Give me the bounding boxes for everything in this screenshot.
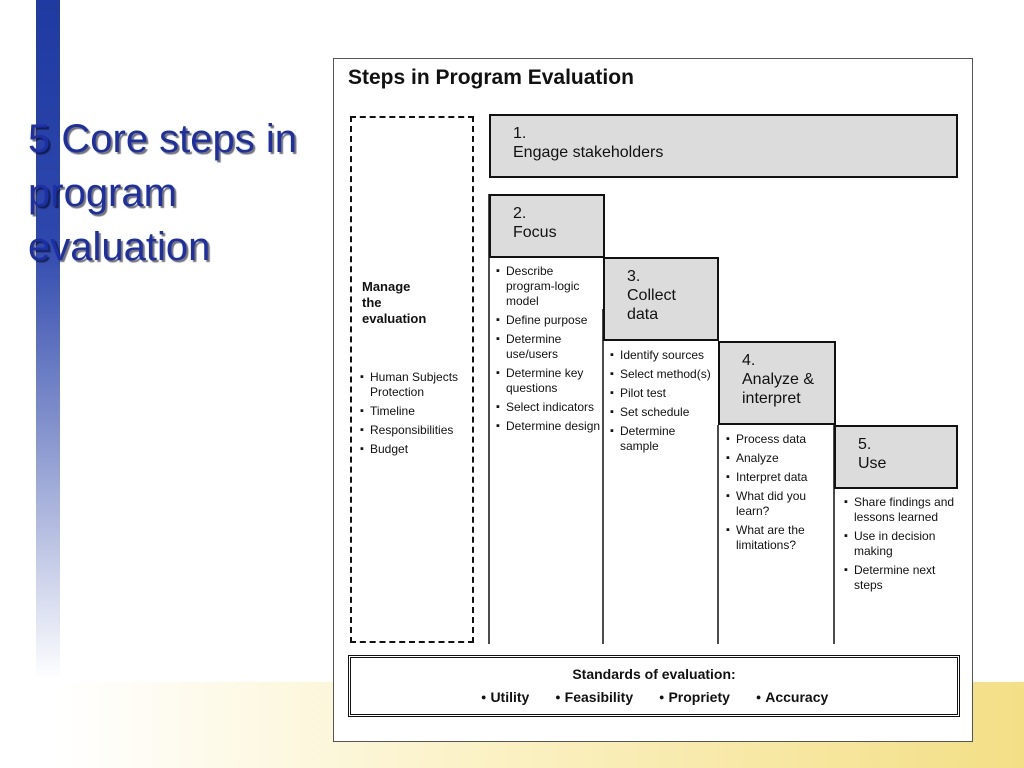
step-label: Collect data xyxy=(627,287,676,323)
manage-evaluation-box xyxy=(350,116,474,643)
list-item: ▪ Set schedule xyxy=(610,405,714,420)
standard-item: ● Propriety xyxy=(659,689,730,705)
step-number: 1. xyxy=(513,125,527,142)
slide-title: 5 Core steps in program evaluation xyxy=(28,117,298,269)
step-2-items xyxy=(496,264,604,438)
standard-item: ● Utility xyxy=(481,689,529,705)
list-item: ▪ Analyze xyxy=(726,451,830,466)
list-item: ▪ Share findings and lessons learned xyxy=(844,495,956,525)
step-number: 4. xyxy=(742,352,756,369)
figure-title: Steps in Program Evaluation xyxy=(348,66,634,89)
standards-of-evaluation-box xyxy=(348,655,960,717)
step-1-engage-stakeholders xyxy=(489,114,958,178)
list-item: ▪ Budget xyxy=(360,442,472,457)
list-item: ▪ Timeline xyxy=(360,404,472,419)
step-5-use xyxy=(834,425,958,489)
list-item: ▪ What are the limitations? xyxy=(726,523,830,553)
step-number: 3. xyxy=(627,268,641,285)
list-item: ▪ Identify sources xyxy=(610,348,714,363)
evaluation-steps-figure xyxy=(333,58,973,742)
step-label: Focus xyxy=(513,224,557,241)
list-item: ▪ Human Subjects Protection xyxy=(360,370,472,400)
list-item: ▪ Determine use/users xyxy=(496,332,604,362)
step-3-collect-data xyxy=(603,257,719,341)
list-item: ▪ Interpret data xyxy=(726,470,830,485)
manage-title xyxy=(362,279,472,327)
list-item: ▪ Responsibilities xyxy=(360,423,472,438)
left-accent-bar xyxy=(36,0,60,680)
standard-item: ● Accuracy xyxy=(756,689,828,705)
list-item: ▪ Determine design xyxy=(496,419,604,434)
list-item: ▪ Use in decision making xyxy=(844,529,956,559)
step-4-items xyxy=(726,432,830,557)
manage-title-line: the xyxy=(362,295,382,310)
list-item: ▪ Determine key questions xyxy=(496,366,604,396)
list-item: ▪ Select indicators xyxy=(496,400,604,415)
list-item: ▪ Pilot test xyxy=(610,386,714,401)
step-number: 2. xyxy=(513,205,527,222)
step-number: 5. xyxy=(858,436,872,453)
standards-items xyxy=(481,689,850,705)
step-label: Analyze & interpret xyxy=(742,371,815,407)
step-3-items xyxy=(610,348,714,458)
list-item: ▪ Select method(s) xyxy=(610,367,714,382)
standards-title: Standards of evaluation: xyxy=(572,666,736,682)
step-2-focus xyxy=(489,194,605,258)
list-item: ▪ Process data xyxy=(726,432,830,447)
manage-items-list xyxy=(360,370,472,461)
step-4-analyze-interpret xyxy=(718,341,836,425)
manage-title-line: evaluation xyxy=(362,311,427,326)
step-label: Engage stakeholders xyxy=(513,144,664,161)
list-item: ▪ Determine next steps xyxy=(844,563,956,593)
list-item: ▪ Describe program-logic model xyxy=(496,264,604,309)
list-item: ▪ Define purpose xyxy=(496,313,604,328)
list-item: ▪ Determine sample xyxy=(610,424,714,454)
list-item: ▪ What did you learn? xyxy=(726,489,830,519)
step-5-items xyxy=(844,495,956,597)
step-label: Use xyxy=(858,455,887,472)
standard-item: ● Feasibility xyxy=(555,689,633,705)
manage-title-line: Manage xyxy=(362,279,411,294)
